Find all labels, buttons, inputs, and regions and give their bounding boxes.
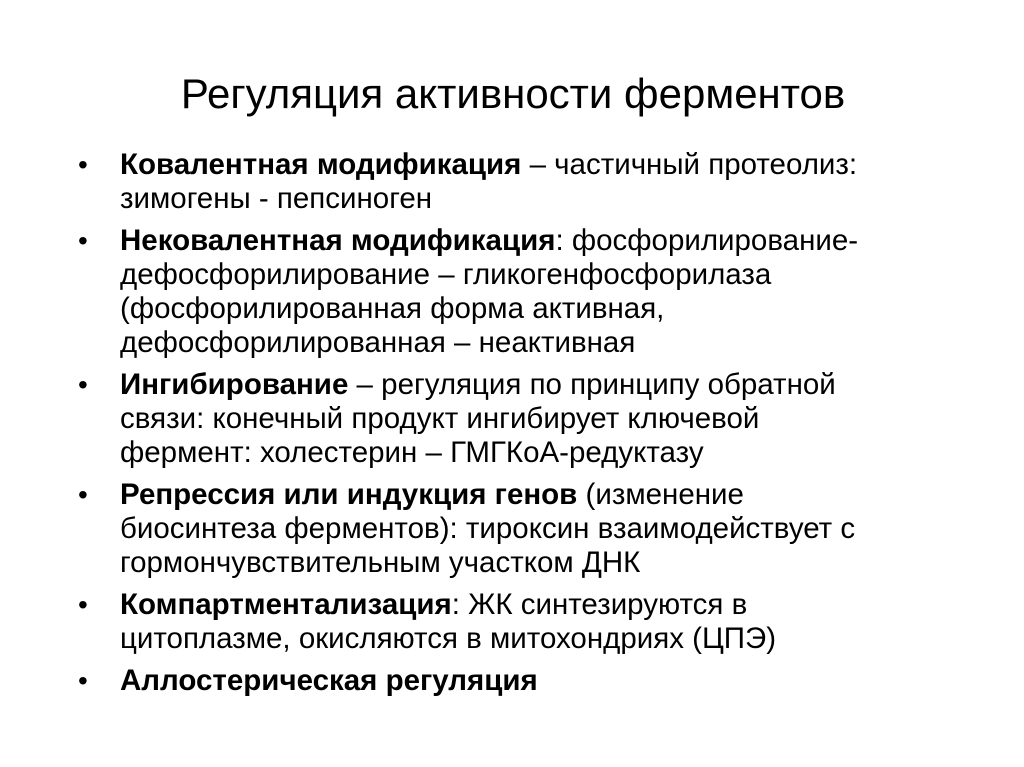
- bullet-term: Ковалентная модификация: [120, 148, 522, 181]
- bullet-text: : ЖК синтезируются в: [451, 588, 748, 621]
- bullet-line: дефосфорилирование – гликогенфосфорилаза: [120, 258, 772, 291]
- slide-title: [0, 68, 1024, 120]
- bullet-line: [120, 664, 1008, 698]
- bullet-icon: •: [78, 665, 88, 696]
- bullet-icon: •: [78, 589, 88, 620]
- bullet-line: цитоплазме, окисляются в митохондриях (ЦПЭ): [120, 622, 777, 655]
- bullet-line: [120, 588, 1008, 622]
- bullet-term: Нековалентная модификация: [120, 224, 556, 257]
- bullet-item-gene-repression-induction: [78, 478, 1008, 580]
- bullet-text: – регуляция по принципу обратной: [348, 368, 836, 401]
- bullet-line: (фосфорилированная форма активная,: [120, 292, 665, 325]
- bullet-line: [120, 148, 1008, 182]
- bullet-line: [120, 224, 1008, 258]
- bullet-line: [120, 368, 1008, 402]
- bullet-line: [120, 478, 1008, 512]
- bullet-text: (изменение: [577, 478, 744, 511]
- bullet-text: : фосфорилирование-: [555, 224, 859, 257]
- bullet-item-noncovalent-modification: [78, 224, 1008, 360]
- bullet-line: биосинтеза ферментов): тироксин взаимодействует с: [120, 512, 856, 545]
- bullet-icon: •: [78, 369, 88, 400]
- bullet-line: зимогены - пепсиноген: [120, 182, 433, 215]
- bullet-item-covalent-modification: [78, 148, 1008, 216]
- bullet-list: [78, 148, 1008, 706]
- bullet-line: дефосфорилированная – неактивная: [120, 326, 636, 359]
- bullet-text: – частичный протеолиз:: [521, 148, 858, 181]
- bullet-icon: •: [78, 225, 88, 256]
- bullet-term: Ингибирование: [120, 368, 349, 401]
- bullet-term: Компартментализация: [120, 588, 452, 621]
- slide-title-text: Регуляция активности ферментов: [180, 70, 846, 117]
- bullet-term: Аллостерическая регуляция: [120, 664, 538, 697]
- bullet-item-allosteric-regulation: [78, 664, 1008, 698]
- bullet-item-inhibition: [78, 368, 1008, 470]
- bullet-line: связи: конечный продукт ингибирует ключевой: [120, 402, 760, 435]
- bullet-line: гормончувствительным участком ДНК: [120, 546, 641, 579]
- bullet-icon: •: [78, 479, 88, 510]
- bullet-line: фермент: холестерин – ГМГКоА-редуктазу: [120, 436, 704, 469]
- bullet-item-compartmentalization: [78, 588, 1008, 656]
- bullet-term: Репрессия или индукция генов: [120, 478, 578, 511]
- bullet-icon: •: [78, 149, 88, 180]
